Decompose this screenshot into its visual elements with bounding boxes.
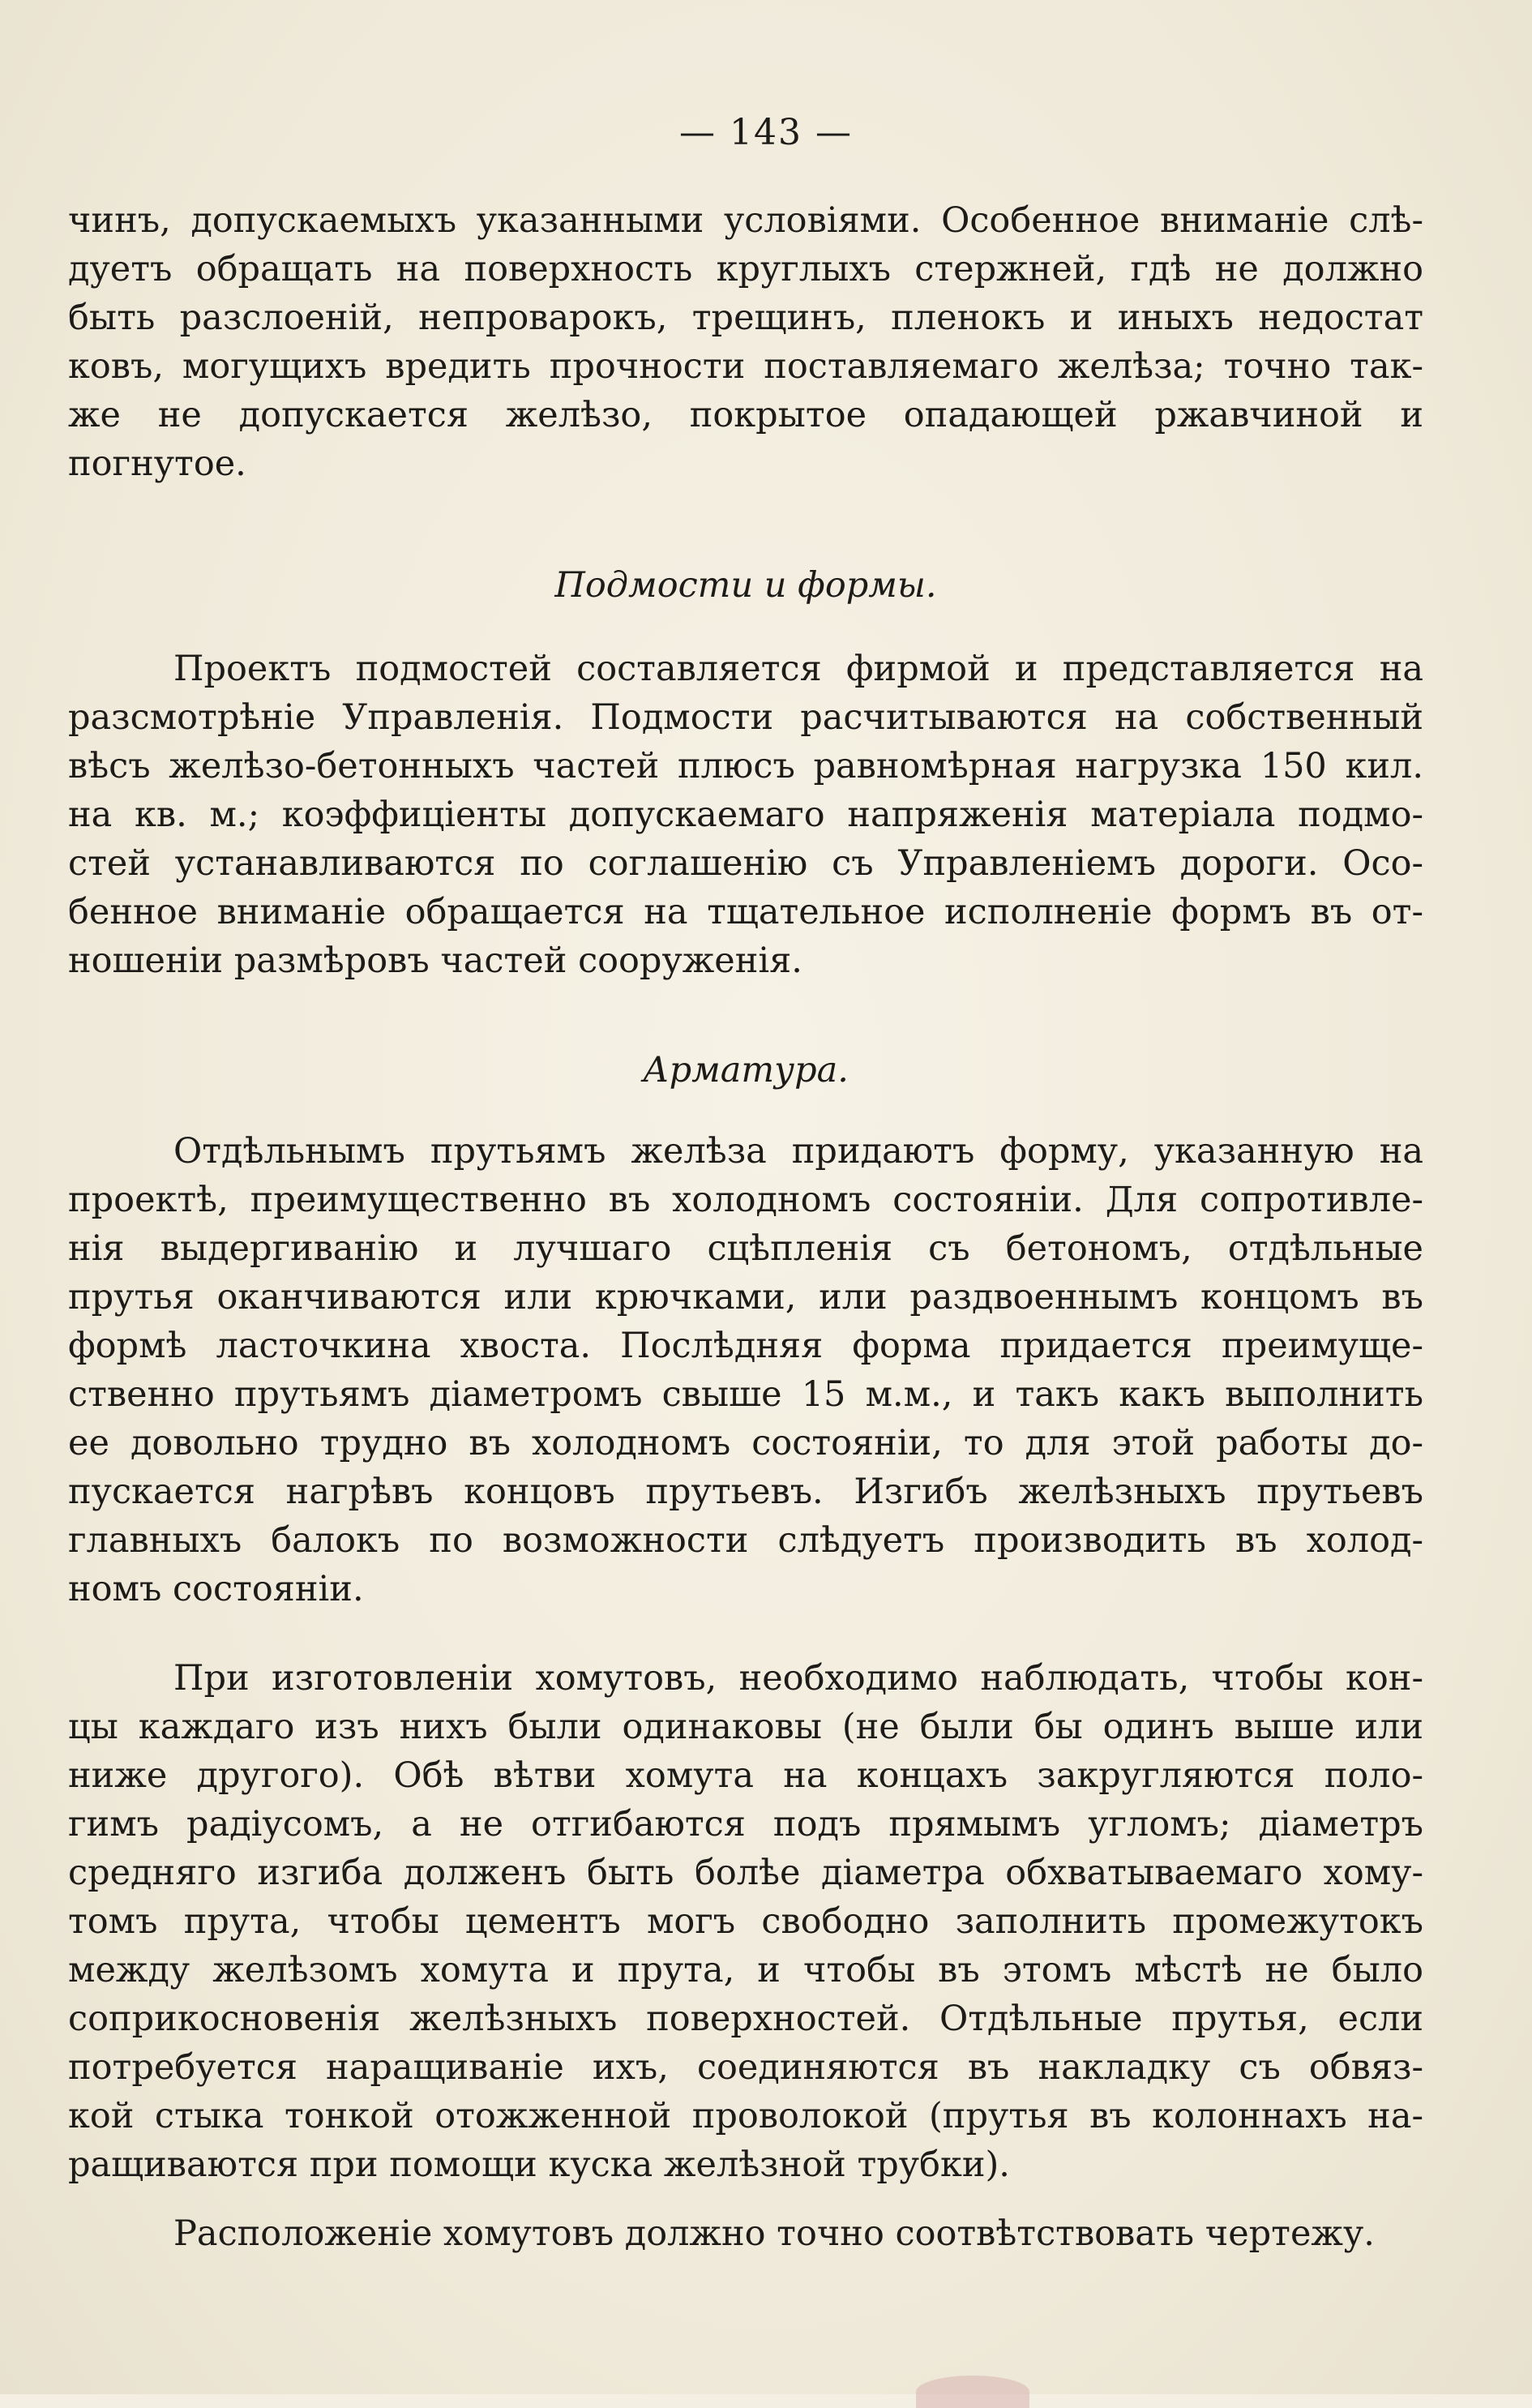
text-line: формѣ ласточкина хвоста. Послѣдняя форма придается преимуще- [68, 1326, 1423, 1366]
text-line: стей устанавливаются по соглашенію съ Управленіемъ дороги. Осо- [68, 843, 1423, 884]
text-line: же не допускается желѣзо, покрытое опадающей ржавчиной и [68, 395, 1423, 435]
text-line: бенное вниманіе обращается на тщательное исполненіе формъ въ от- [68, 892, 1423, 932]
text-line: Отдѣльнымъ прутьямъ желѣза придаютъ форму, указанную на [173, 1131, 1423, 1172]
text-line: дуетъ обращать на поверхность круглыхъ стержней, гдѣ не должно [68, 249, 1423, 289]
text-line: ращиваются при помощи куска желѣзной трубки). [68, 2144, 1010, 2185]
text-line: ее довольно трудно въ холодномъ состояніи, то для этой работы до- [68, 1423, 1423, 1463]
text-line: погнутое. [68, 443, 246, 484]
text-line: средняго изгиба долженъ быть болѣе діаметра обхватываемаго хому- [68, 1853, 1423, 1893]
section-heading: Подмости и формы. [554, 565, 937, 606]
section-heading: Арматура. [643, 1050, 849, 1090]
text-line: быть разслоеній, непроварокъ, трещинъ, пленокъ и иныхъ недостат [68, 298, 1423, 338]
text-line: ковъ, могущихъ вредить прочности поставляемаго желѣза; точно так- [68, 346, 1423, 387]
text-line: Проектъ подмостей составляется фирмой и представляется на [173, 649, 1423, 689]
text-line: томъ прута, чтобы цементъ могъ свободно заполнить промежутокъ [68, 1901, 1423, 1942]
page-number: — 143 — [679, 112, 853, 153]
text-line: потребуется наращиваніе ихъ, соединяются въ накладку съ обвяз- [68, 2047, 1423, 2088]
text-line: прутья оканчиваются или крючками, или раздвоеннымъ концомъ въ [68, 1277, 1423, 1318]
text-line: номъ состояніи. [68, 1569, 364, 1609]
text-line: нія выдергиванію и лучшаго сцѣпленія съ бетономъ, отдѣльные [68, 1228, 1423, 1269]
text-line: ственно прутьямъ діаметромъ свыше 15 м.м., и такъ какъ выполнить [68, 1374, 1423, 1415]
text-line: на кв. м.; коэффиціенты допускаемаго напряженія матеріала подмо- [68, 795, 1423, 835]
page-stain [916, 2376, 1029, 2408]
text-line: ниже другого). Обѣ вѣтви хомута на концахъ закругляются поло- [68, 1755, 1423, 1796]
text-line: вѣсъ желѣзо-бетонныхъ частей плюсъ равномѣрная нагрузка 150 кил. [68, 746, 1423, 786]
text-line: проектѣ, преимущественно въ холодномъ состояніи. Для сопротивле- [68, 1180, 1423, 1220]
text-line: кой стыка тонкой отожженной проволокой (прутья въ колоннахъ на- [68, 2096, 1423, 2136]
text-line: цы каждаго изъ нихъ были одинаковы (не были бы одинъ выше или [68, 1707, 1423, 1747]
text-line: главныхъ балокъ по возможности слѣдуетъ производить въ холод- [68, 1520, 1423, 1561]
text-line: ношеніи размѣровъ частей сооруженія. [68, 940, 802, 981]
text-line: соприкосновенія желѣзныхъ поверхностей. Отдѣльные прутья, если [68, 1999, 1423, 2039]
text-line: чинъ, допускаемыхъ указанными условіями. Особенное вниманіе слѣ- [68, 200, 1423, 241]
text-line: Расположеніе хомутовъ должно точно соотвѣтствовать чертежу. [173, 2213, 1375, 2254]
text-line: При изготовленіи хомутовъ, необходимо наблюдать, чтобы кон- [173, 1658, 1423, 1699]
text-line: разсмотрѣніе Управленія. Подмости расчитываются на собственный [68, 697, 1423, 738]
text-line: гимъ радіусомъ, а не отгибаются подъ прямымъ угломъ; діаметръ [68, 1804, 1423, 1845]
text-line: пускается нагрѣвъ концовъ прутьевъ. Изгибъ желѣзныхъ прутьевъ [68, 1472, 1423, 1512]
text-line: между желѣзомъ хомута и прута, и чтобы въ этомъ мѣстѣ не было [68, 1950, 1423, 1990]
